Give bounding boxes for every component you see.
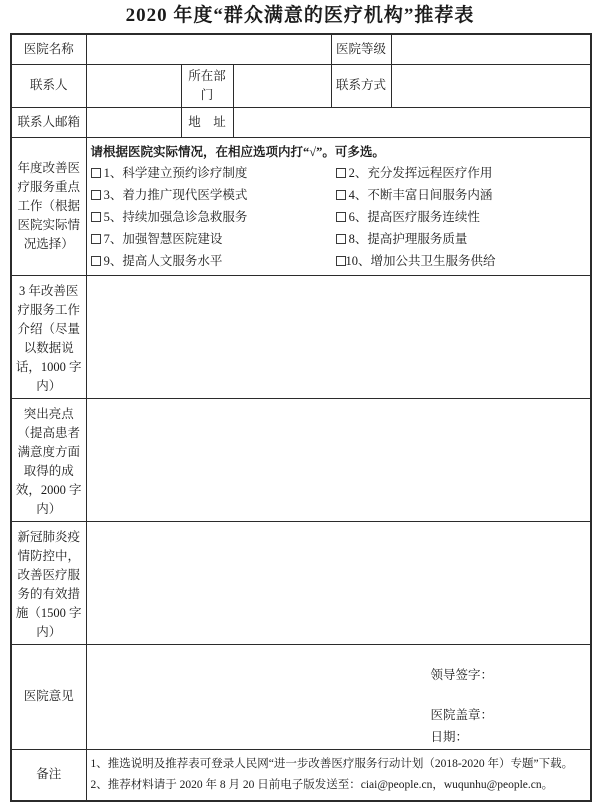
row-email-address — [11, 107, 591, 137]
row-covid-measures — [11, 521, 591, 644]
checkbox-icon[interactable] — [91, 234, 101, 244]
department-field[interactable] — [233, 64, 331, 107]
checkbox-option-3[interactable]: 3、着力推广现代医学模式 — [91, 187, 336, 203]
checkbox-option-6[interactable]: 6、提高医疗服务连续性 — [336, 209, 587, 225]
remarks-label: 备注 — [11, 749, 86, 801]
checkbox-option-5[interactable]: 5、持续加强急诊急救服务 — [91, 209, 336, 225]
row-contact — [11, 64, 591, 107]
checkbox-option-4[interactable]: 4、不断丰富日间服务内涵 — [336, 187, 587, 203]
checkbox-option-10[interactable]: 10、增加公共卫生服务供给 — [336, 253, 587, 269]
contact-email-label: 联系人邮箱 — [11, 107, 86, 137]
leader-signature-label: 领导签字： — [430, 667, 494, 682]
date-label: 日期： — [430, 729, 469, 744]
hospital-opinion-label: 医院意见 — [11, 644, 86, 749]
covid-measures-field[interactable] — [86, 521, 591, 644]
key-work-label: 年度改善医疗服务重点工作（根据医院实际情况选择） — [11, 137, 86, 275]
form-title: 2020 年度“群众满意的医疗机构”推荐表 — [125, 5, 475, 26]
contact-method-label: 联系方式 — [331, 64, 391, 107]
signature-block — [91, 649, 587, 745]
checkbox-icon[interactable] — [336, 234, 346, 244]
checkbox-icon[interactable] — [91, 212, 101, 222]
row-hospital-opinion — [11, 644, 591, 749]
row-remarks — [11, 749, 591, 801]
row-key-work — [11, 137, 591, 275]
checkbox-option-9[interactable]: 9、提高人文服务水平 — [91, 253, 336, 269]
key-work-options-area — [86, 137, 591, 275]
recommendation-form-table — [10, 33, 592, 802]
address-label: 地 址 — [181, 107, 233, 137]
hospital-opinion-field[interactable] — [86, 644, 591, 749]
checkbox-option-7[interactable]: 7、加强智慧医院建设 — [91, 231, 336, 247]
checkbox-option-2[interactable]: 2、充分发挥远程医疗作用 — [336, 165, 587, 181]
checkbox-icon[interactable] — [336, 212, 346, 222]
address-field[interactable] — [233, 107, 591, 137]
checkbox-icon[interactable] — [336, 168, 346, 178]
contact-method-field[interactable] — [391, 64, 591, 107]
remark-item-1: 1、推选说明及推荐表可登录人民网“进一步改善医疗服务行动计划（2018-2020 年）专题”下载。 — [90, 757, 574, 770]
hospital-name-field[interactable] — [86, 34, 331, 64]
intro-3yr-label: 3 年改善医疗服务工作介绍（尽量以数据说话，1000 字内） — [11, 275, 86, 398]
checkbox-options-grid — [91, 165, 587, 269]
checkbox-icon[interactable] — [91, 256, 101, 266]
contact-person-field[interactable] — [86, 64, 181, 107]
checkbox-option-8[interactable]: 8、提高护理服务质量 — [336, 231, 587, 247]
checkbox-instruction: 请根据医院实际情况，在相应选项内打“√”。可多选。 — [90, 144, 385, 159]
hospital-level-field[interactable] — [391, 34, 591, 64]
hospital-name-label: 医院名称 — [11, 34, 86, 64]
remarks-content — [86, 749, 591, 801]
checkbox-option-1[interactable]: 1、科学建立预约诊疗制度 — [91, 165, 336, 181]
hospital-seal-label: 医院盖章： — [430, 707, 494, 722]
hospital-level-label: 医院等级 — [331, 34, 391, 64]
contact-email-field[interactable] — [86, 107, 181, 137]
intro-3yr-field[interactable] — [86, 275, 591, 398]
checkbox-icon[interactable] — [336, 190, 346, 200]
row-3yr-intro — [11, 275, 591, 398]
highlights-label: 突出亮点（提高患者满意度方面取得的成效，2000 字内） — [11, 398, 86, 521]
highlights-field[interactable] — [86, 398, 591, 521]
row-hospital-name — [11, 34, 591, 64]
contact-person-label: 联系人 — [11, 64, 86, 107]
row-highlights — [11, 398, 591, 521]
checkbox-icon[interactable] — [91, 168, 101, 178]
covid-measures-label: 新冠肺炎疫情防控中，改善医疗服务的有效措施（1500 字内） — [11, 521, 86, 644]
checkbox-icon[interactable] — [336, 256, 346, 266]
department-label: 所在部门 — [181, 64, 233, 107]
checkbox-icon[interactable] — [91, 190, 101, 200]
remark-item-2: 2、推荐材料请于 2020 年 8 月 20 日前电子版发送至：ciai@people.cn，wuqunhu@people.cn。 — [90, 778, 554, 791]
